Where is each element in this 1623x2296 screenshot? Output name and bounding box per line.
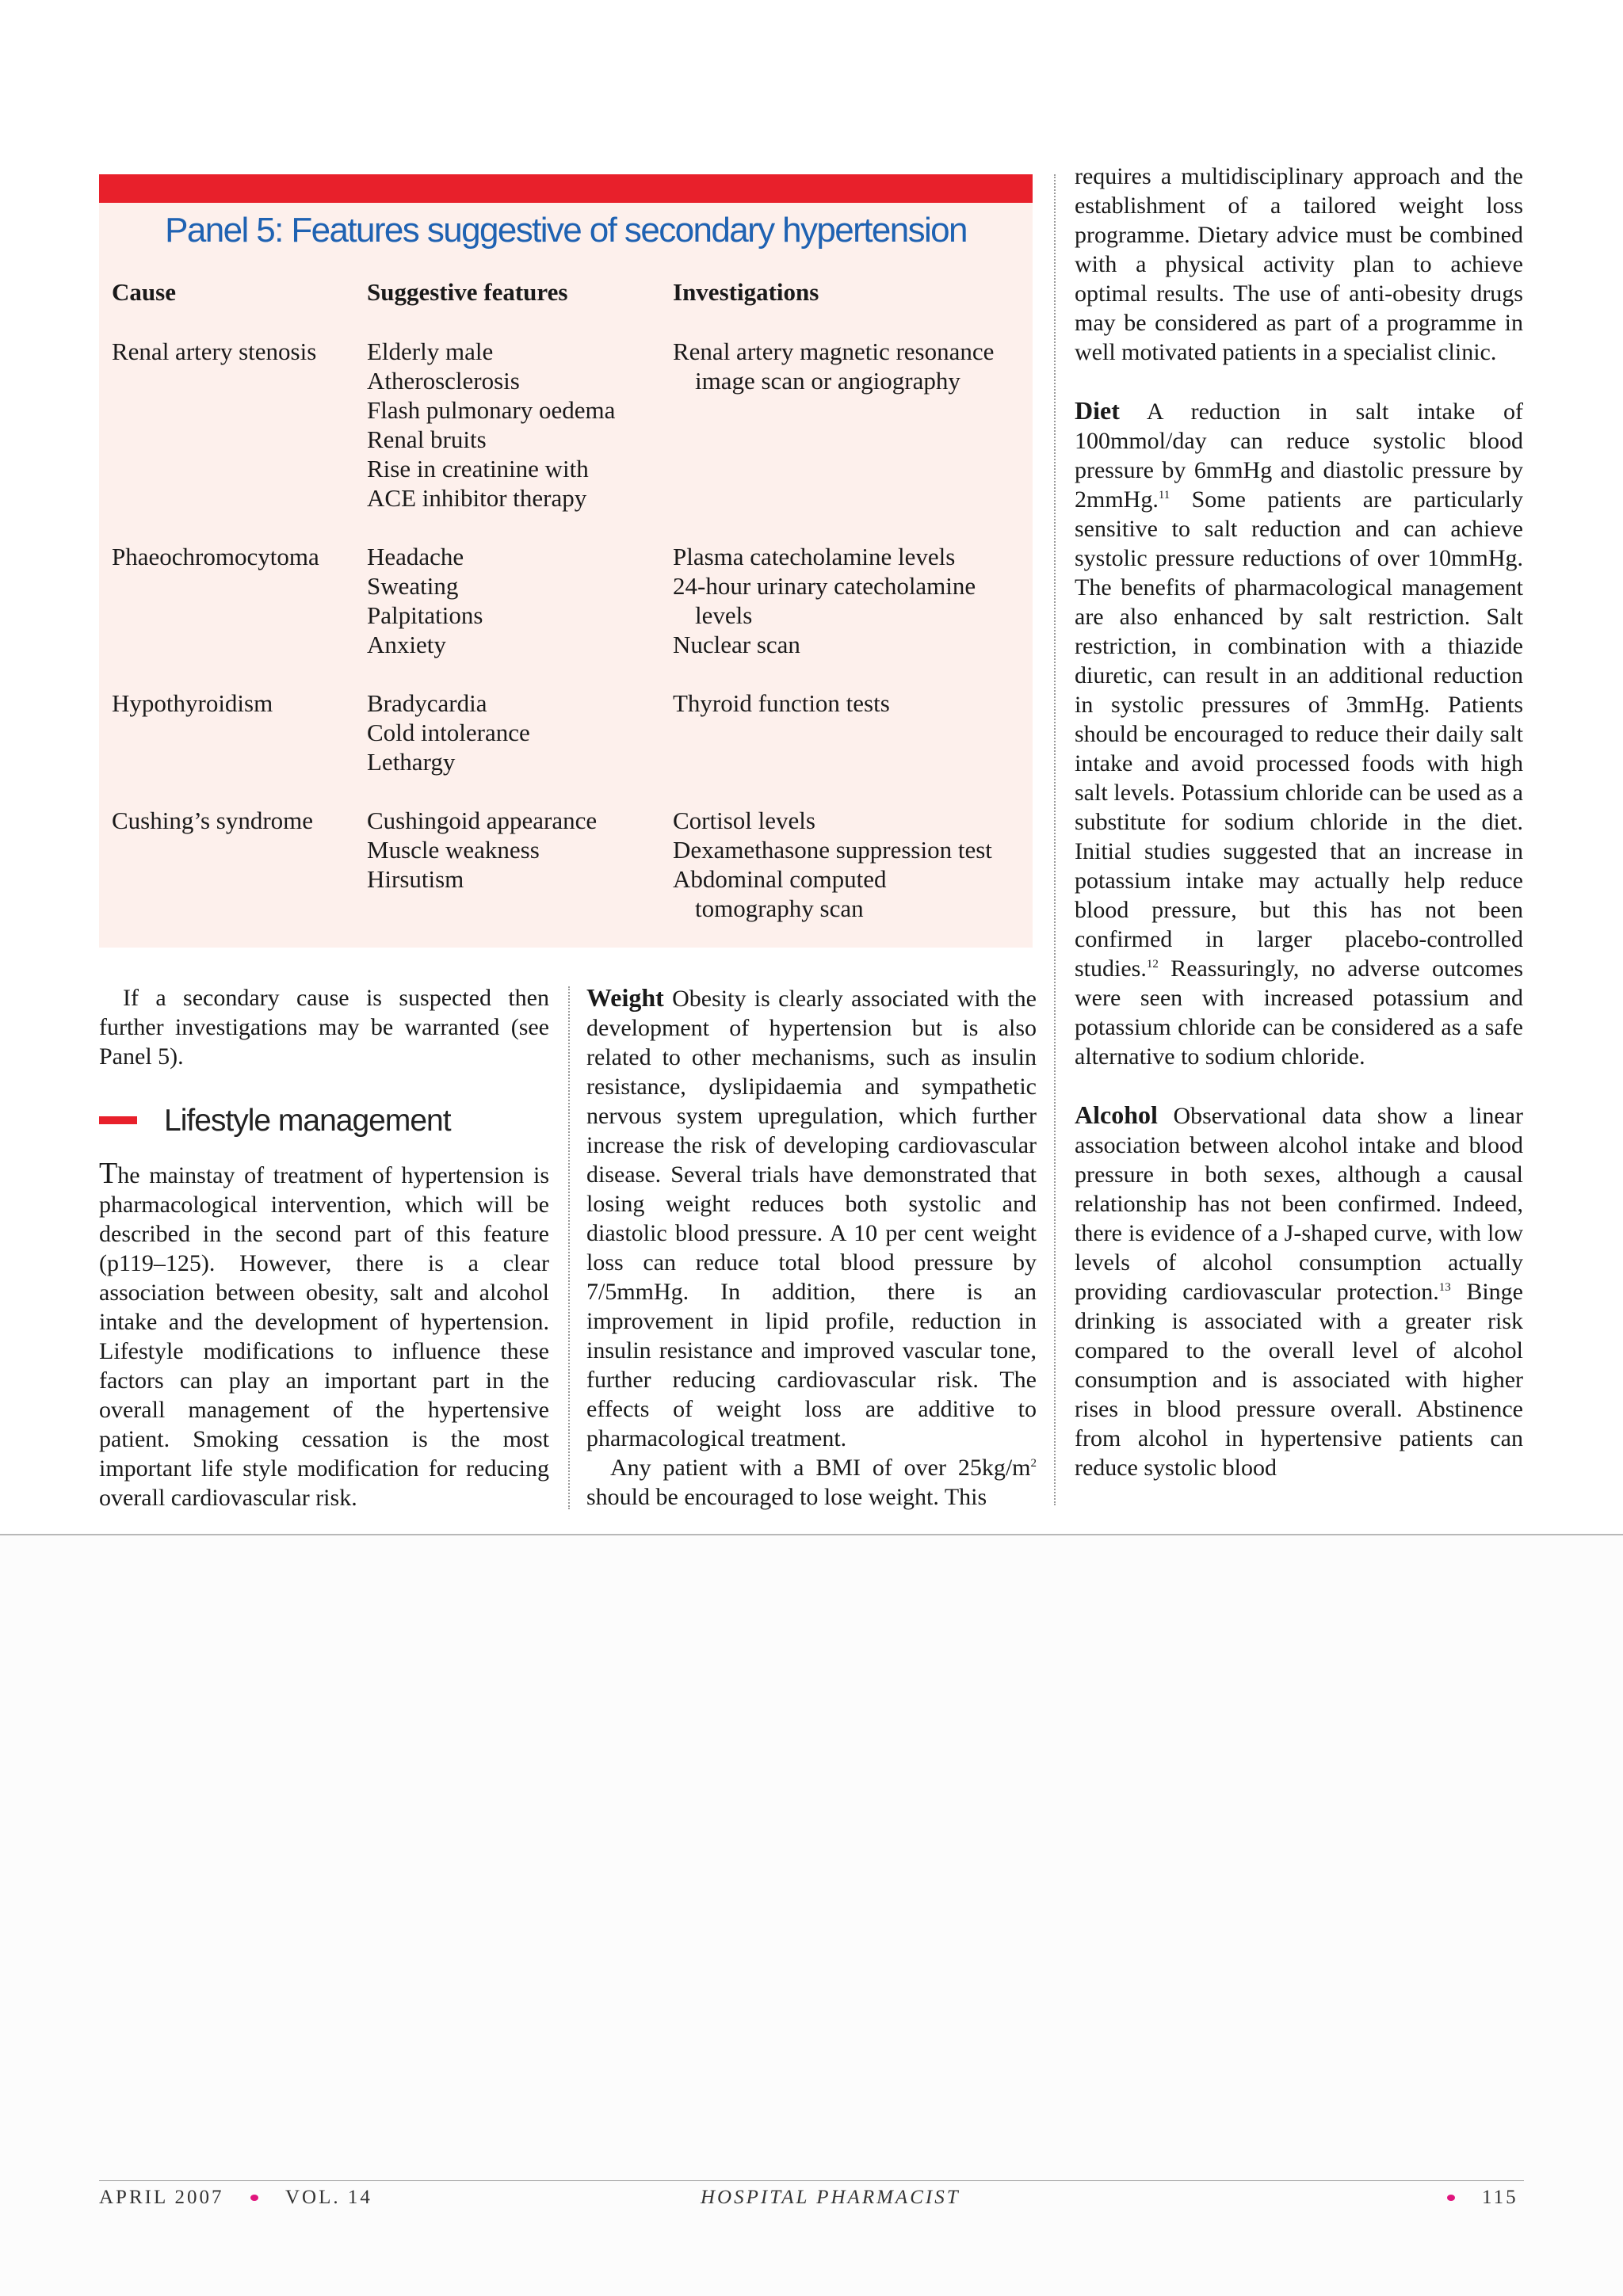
footer-volume: VOL. 14 xyxy=(285,2187,372,2208)
alcohol-paragraph: Alcohol Observational data show a linear association between alcohol intake and blood pressure in both sexes, although a causal relationship has not been confirmed. Indeed, there is evidence of a J-shaped curve, with low levels of alcohol consumption actually providing cardiovascular protection.$^{13}$ Binge drinking is associated with a greater risk compared to the overall level of alcohol consumption and is associated with higher rises in blood pressure overall. Abstinence from alcohol in hypertensive patients can reduce systolic blood xyxy=(1075,1100,1523,1481)
footer-rule xyxy=(99,2180,1524,2181)
row-investigations: Renal artery magnetic resonance image scan or angiography xyxy=(673,338,995,395)
section-heading xyxy=(99,1104,451,1138)
row-investigations: Plasma catecholamine levels 24-hour urinary catecholamine levels Nuclear scan xyxy=(673,543,976,658)
footer-date: APRIL 2007 xyxy=(99,2187,224,2208)
row-cause: Phaeochromocytoma xyxy=(112,543,319,570)
column-rule xyxy=(568,986,570,1509)
weight-continued-paragraph: requires a multidisciplinary approach and the establishment of a tailored weight loss programme. Dietary advice must be combined with a physical activity plan to achieve optimal results. The use of anti-obesity drugs may be considered as part of a programme in well motivated patients in a specialist clinic. xyxy=(1075,163,1523,365)
diet-label: Diet xyxy=(1075,396,1120,425)
row-cause: Hypothyroidism xyxy=(112,689,273,717)
weight-paragraph: Weight Obesity is clearly associated with the development of hypertension but is also related to other mechanisms, such as insulin resistance, dyslipidaemia and sympathetic nervous system upregulation, which further increase the risk of developing cardiovascular disease. Several trials have demonstrated that losing weight reduces both systolic and diastolic blood pressure. A 10 per cent weight loss can reduce total blood pressure by 7/5mmHg. In addition, there is an improvement in lipid profile, reduction in insulin resistance and improved vascular tone, further reducing cardiovascular risk. The effects of weight loss are additive to pharmacological treatment. xyxy=(586,983,1037,1451)
weight-label: Weight xyxy=(586,983,664,1012)
drop-cap: T xyxy=(99,1157,118,1190)
row-cause: Renal artery stenosis xyxy=(112,338,317,365)
row-investigations: Cortisol levels Dexamethasone suppression test Abdominal computed tomography scan xyxy=(673,807,992,922)
footer-bullet-icon xyxy=(250,2195,258,2201)
panel-title: Panel 5: Features suggestive of secondary hypertension xyxy=(165,211,967,250)
column-rule xyxy=(1054,174,1056,1505)
header-cause: Cause xyxy=(112,278,176,306)
column-2 xyxy=(586,983,1037,1512)
page-number: 115 xyxy=(1482,2187,1518,2208)
row-cause: Cushing’s syndrome xyxy=(112,807,314,834)
footer-journal: HOSPITAL PHARMACIST xyxy=(701,2187,960,2208)
panel-accent-bar xyxy=(99,174,1033,203)
lower-page-background xyxy=(0,1535,1623,2296)
body-paragraph: The mainstay of treatment of hypertension is pharmacological intervention, which will be described in the second part of this feature (p119–125). However, there is a clear association between obesity, salt and alcohol intake and the development of hypertension. Lifestyle modifications to influence these factors can play an important part in the overall management of the hypertensive patient. Smoking cessation is the most important life style modification for reducing overall cardiovascular risk. xyxy=(99,1157,549,1511)
footer-bullet-icon xyxy=(1447,2195,1455,2201)
heading-accent-bar xyxy=(99,1116,137,1124)
row-features: Bradycardia Cold intolerance Lethargy xyxy=(367,689,530,776)
column-1-body xyxy=(99,1159,549,1512)
section-heading-text: Lifestyle management xyxy=(164,1104,451,1138)
page-divider xyxy=(0,1534,1623,1535)
column-1-intro xyxy=(99,983,549,1071)
column-3 xyxy=(1075,162,1523,1482)
header-features: Suggestive features xyxy=(367,278,568,306)
diet-paragraph: Diet A reduction in salt intake of 100mmol/day can reduce systolic blood pressure by 6mmHg and diastolic pressure by 2mmHg.$^{11}$ Some patients are particularly sensitive to salt reduction and can achieve systolic pressure reductions of over 10mmHg. The benefits of pharmacological management are also enhanced by salt restriction. Salt restriction, in combination with a thiazide diuretic, can result in an additional reduction in systolic pressures of 3mmHg. Patients should be encouraged to reduce their daily salt intake and avoid processed foods with high salt levels. Potassium chloride can be used as a substitute for sodium chloride in the diet. Initial studies suggested that an increase in potassium intake may actually help reduce blood pressure, but this has not been confirmed in larger placebo-controlled studies.$^{12}$ Reassuringly, no adverse outcomes were seen with increased potassium and potassium chloride can be considered as a safe alternative to sodium chloride. xyxy=(1075,396,1523,1070)
intro-paragraph: If a secondary cause is suspected then further investigations may be warranted (see Panel 5). xyxy=(99,985,549,1070)
panel-5 xyxy=(99,174,1033,948)
row-features: Cushingoid appearance Muscle weakness Hirsutism xyxy=(367,807,598,893)
header-investigations: Investigations xyxy=(673,278,819,306)
row-investigations: Thyroid function tests xyxy=(673,689,890,717)
row-features: Elderly male Atherosclerosis Flash pulmonary oedema Renal bruits Rise in creatinine with ACE inhibitor therapy xyxy=(367,338,616,512)
alcohol-label: Alcohol xyxy=(1075,1100,1158,1129)
row-features: Headache Sweating Palpitations Anxiety xyxy=(367,543,483,658)
bmi-paragraph: Any patient with a BMI of over $25kg/m^2$ should be encouraged to lose weight. This xyxy=(586,1455,1037,1510)
